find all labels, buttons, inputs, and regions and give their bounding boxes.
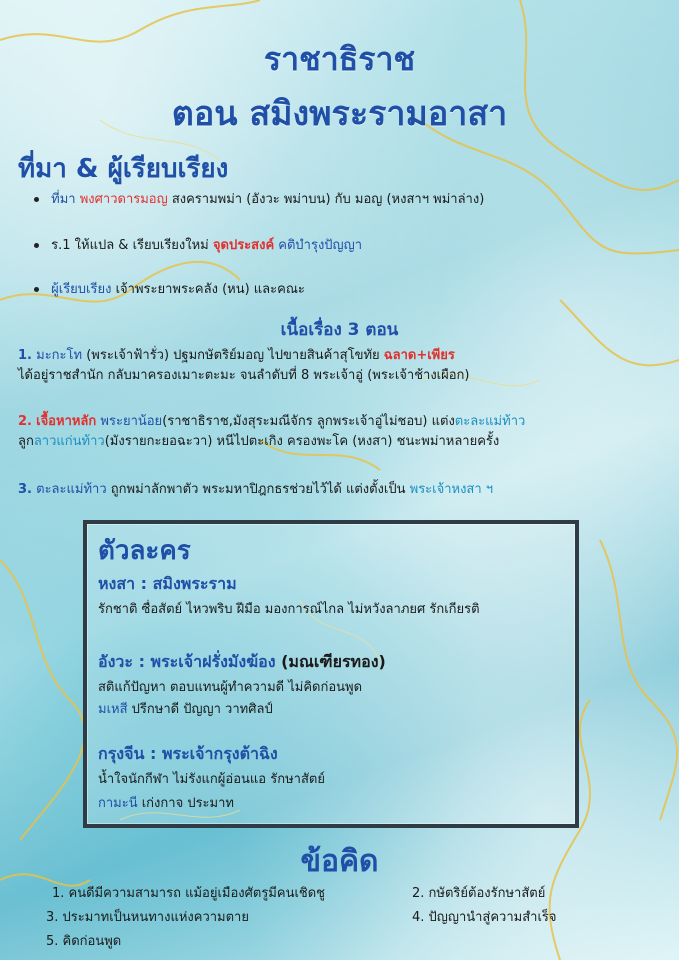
characters-heading: ตัวละคร bbox=[98, 536, 191, 566]
source-bullet: ร.1 ให้แปล & เรียบเรียงใหม่ จุดประสงค์ คติบำรุงปัญญา bbox=[34, 234, 362, 255]
bullet-icon bbox=[34, 287, 39, 292]
character-sub-traits: มเหสี ปรีกษาดี ปัญญา วาทศิลป์ bbox=[98, 702, 273, 717]
idea-item: 1. คนดีมีความสามารถ แม้อยู่เมืองศัตรูมีคนเชิดชู bbox=[52, 886, 325, 901]
plot-item: 2. เจื้อหาหลัก พระยาน้อย(ราชาธิราช,มังสุระมณีจักร ลูกพระเจ้าอู่ไม่ชอบ) แต่งตะละแม่ท้าว ลูกลาวแก่นท้าว(มังรายกะยอฉะวา) หนีไปตะเกิง ครองพะโค (หงสา) ชนะพม่าหลายครั้ง bbox=[18, 414, 526, 449]
idea-item: 5. คิดก่อนพูด bbox=[46, 934, 122, 949]
page-title: ราชาธิราช bbox=[263, 40, 416, 78]
character-traits: น้ำใจนักกีฬา ไม่รังแกผู้อ่อนแอ รักษาสัตย์ bbox=[98, 772, 325, 787]
source-bullet: ที่มา พงศาวดารมอญ สงครามพม่า (อังวะ พม่าบน) กับ มอญ (หงสาฯ พม่าล่าง) bbox=[34, 188, 484, 209]
character-name: กรุงจีน : พระเจ้ากรุงต้าฉิง bbox=[98, 744, 278, 763]
source-heading: ที่มา & ผู้เรียบเรียง bbox=[18, 154, 229, 184]
character-traits: รักชาติ ซื่อสัตย์ ไหวพริบ ฝีมือ มองการณ์ไกล ไม่หวังลาภยศ รักเกียรติ bbox=[98, 602, 480, 617]
character-name: อังวะ : พระเจ้าฝรั่งมังฆ้อง (มณเฑียรทอง) bbox=[98, 652, 386, 671]
idea-item: 2. กษัตริย์ต้องรักษาสัตย์ bbox=[412, 886, 546, 901]
bullet-icon bbox=[34, 197, 39, 202]
character-sub-traits: กามะนี เก่งกาจ ประมาท bbox=[98, 796, 234, 811]
page-subtitle: ตอน สมิงพระรามอาสา bbox=[171, 94, 508, 134]
bullet-icon bbox=[34, 243, 39, 248]
plot-heading: เนื้อเรื่อง 3 ตอน bbox=[280, 320, 399, 340]
plot-item: 1. มะกะโท (พระเจ้าฟ้ารั่ว) ปฐมกษัตริย์มอญ ไปขายสินค้าสุโขทัย ฉลาด+เพียร ได้อยู่ราชสำนัก กลับมาครองเมาะตะมะ จนลำดับที่ 8 พระเจ้าอู่ (พระเจ้าช้างเผือก) bbox=[18, 348, 470, 383]
character-name: หงสา : สมิงพระราม bbox=[98, 574, 237, 593]
source-bullet: ผู้เรียบเรียง เจ้าพระยาพระคลัง (หน) และคณะ bbox=[34, 278, 305, 299]
ideas-heading: ข้อคิด bbox=[300, 844, 379, 879]
idea-item: 3. ประมาทเป็นหนทางแห่งความตาย bbox=[46, 910, 249, 925]
character-traits: สติแก้ปัญหา ตอบแทนผู้ทำความดี ไม่คิดก่อนพูด bbox=[98, 680, 363, 695]
idea-item: 4. ปัญญานำสู่ความสำเร็จ bbox=[412, 910, 557, 925]
plot-item: 3. ตะละแม่ท้าว ถูกพม่าลักพาตัว พระมหาปิฎกธรช่วยไว้ได้ แต่งตั้งเป็น พระเจ้าหงสา ฯ bbox=[18, 482, 494, 497]
